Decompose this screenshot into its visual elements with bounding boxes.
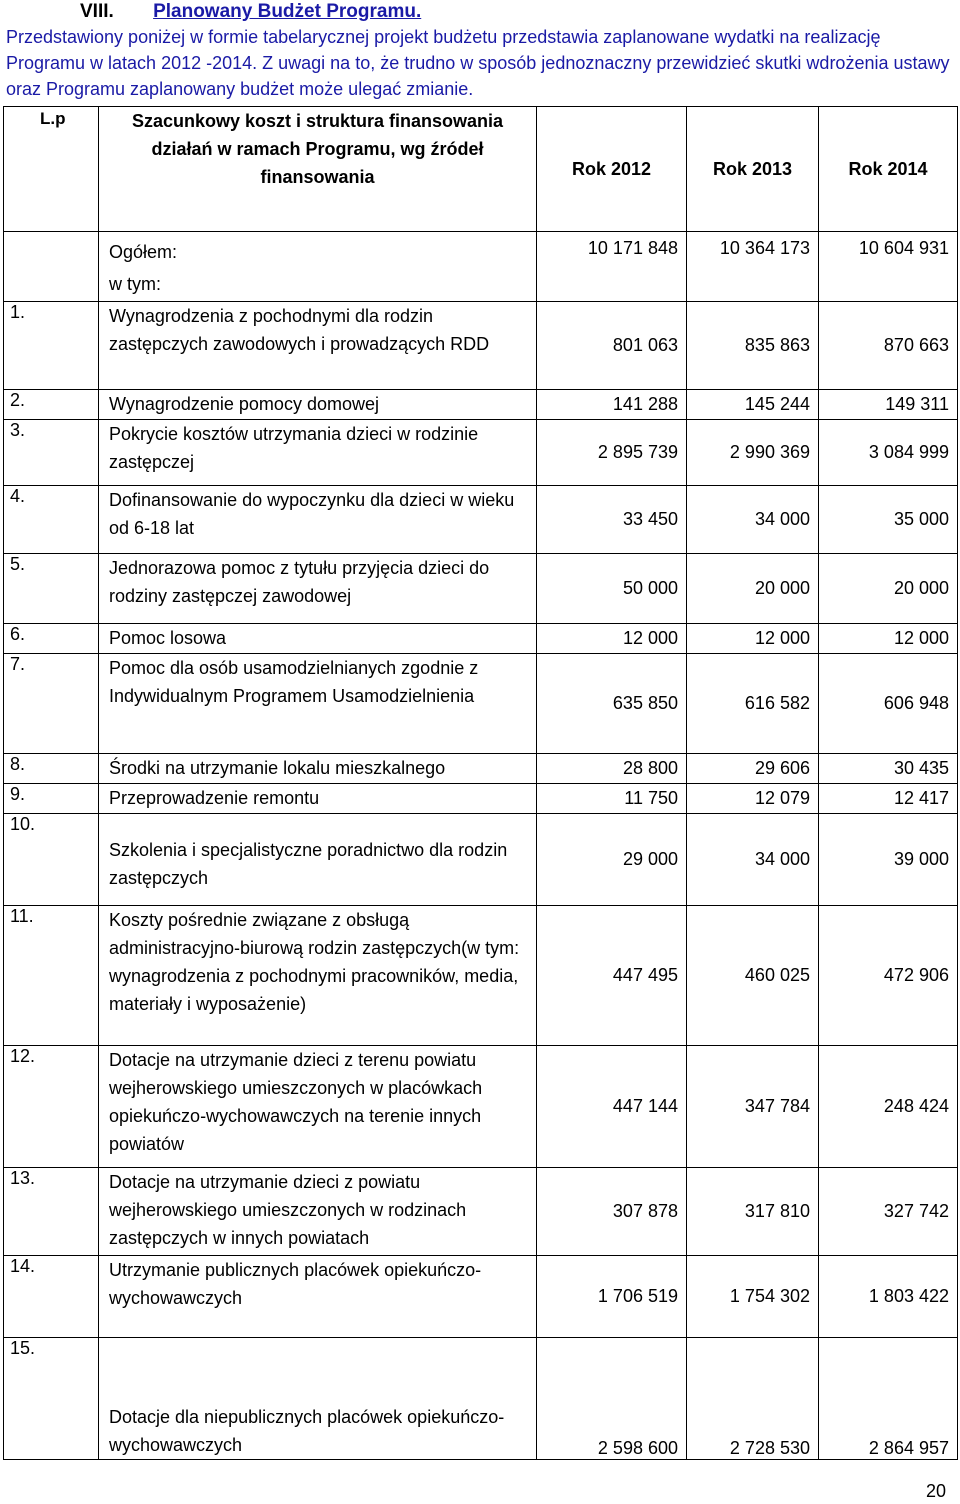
total-y2012: 10 171 848 (537, 232, 687, 302)
row-value-y2012: 2 598 600 (537, 1338, 687, 1460)
row-number: 1. (4, 302, 99, 390)
row-value-y2014: 870 663 (819, 302, 958, 390)
row-value-y2013: 12 079 (687, 784, 819, 814)
row-value-y2012: 635 850 (537, 654, 687, 754)
row-value-y2013: 34 000 (687, 486, 819, 554)
row-number: 8. (4, 754, 99, 784)
row-value-y2013: 835 863 (687, 302, 819, 390)
table-row (4, 906, 958, 1046)
row-value-y2013: 29 606 (687, 754, 819, 784)
table-row (4, 486, 958, 554)
header-lp: L.p (4, 107, 99, 232)
row-value-y2014: 606 948 (819, 654, 958, 754)
row-value-y2012: 141 288 (537, 390, 687, 420)
row-value-y2014: 248 424 (819, 1046, 958, 1168)
row-value-y2012: 307 878 (537, 1168, 687, 1256)
table-row (4, 1168, 958, 1256)
table-row (4, 1046, 958, 1168)
row-number: 7. (4, 654, 99, 754)
row-description: Koszty pośrednie związane z obsługą administracyjno-biurową rodzin zastępczych(w tym: wynagrodzenia z pochodnymi pracowników, media, materiały i wyposażenie) (99, 906, 537, 1046)
section-heading (80, 1, 421, 23)
row-value-y2014: 327 742 (819, 1168, 958, 1256)
row-value-y2013: 12 000 (687, 624, 819, 654)
row-value-y2014: 2 864 957 (819, 1338, 958, 1460)
total-y2013: 10 364 173 (687, 232, 819, 302)
total-y2014: 10 604 931 (819, 232, 958, 302)
table-row (4, 654, 958, 754)
row-value-y2013: 2 728 530 (687, 1338, 819, 1460)
row-value-y2013: 20 000 (687, 554, 819, 624)
row-description: Środki na utrzymanie lokalu mieszkalnego (99, 754, 537, 784)
row-value-y2013: 460 025 (687, 906, 819, 1046)
table-row (4, 554, 958, 624)
table-row (4, 624, 958, 654)
row-value-y2012: 29 000 (537, 814, 687, 906)
row-value-y2014: 12 000 (819, 624, 958, 654)
row-value-y2012: 11 750 (537, 784, 687, 814)
row-description: Szkolenia i specjalistyczne poradnictwo dla rodzin zastępczych (99, 814, 537, 906)
row-description: Dotacje na utrzymanie dzieci z powiatu wejherowskiego umieszczonych w rodzinach zastępczych w innych powiatach (99, 1168, 537, 1256)
total-sub-label: w tym: (109, 274, 161, 294)
row-value-y2012: 12 000 (537, 624, 687, 654)
header-year-2014: Rok 2014 (819, 107, 958, 232)
row-number: 12. (4, 1046, 99, 1168)
row-number: 13. (4, 1168, 99, 1256)
table-row (4, 1338, 958, 1460)
row-description: Pokrycie kosztów utrzymania dzieci w rodzinie zastępczej (99, 420, 537, 486)
section-number: VIII. (80, 1, 114, 22)
row-number (4, 232, 99, 302)
row-description: Wynagrodzenie pomocy domowej (99, 390, 537, 420)
row-value-y2012: 447 144 (537, 1046, 687, 1168)
row-number: 15. (4, 1338, 99, 1460)
row-number: 14. (4, 1256, 99, 1338)
row-description: Dotacje dla niepublicznych placówek opiekuńczo-wychowawczych (99, 1338, 537, 1460)
total-label: Ogółem: (109, 242, 178, 262)
section-title: Planowany Budżet Programu. (153, 1, 422, 22)
table-header-row (4, 107, 958, 232)
row-value-y2013: 347 784 (687, 1046, 819, 1168)
row-number: 5. (4, 554, 99, 624)
table-row (4, 302, 958, 390)
row-description: Pomoc dla osób usamodzielnianych zgodnie z Indywidualnym Programem Usamodzielnienia (99, 654, 537, 754)
row-value-y2012: 50 000 (537, 554, 687, 624)
row-value-y2013: 145 244 (687, 390, 819, 420)
row-value-y2012: 2 895 739 (537, 420, 687, 486)
header-year-2013: Rok 2013 (687, 107, 819, 232)
row-value-y2013: 1 754 302 (687, 1256, 819, 1338)
intro-paragraph: Przedstawiony poniżej w formie tabelarycznej projekt budżetu przedstawia zaplanowane wydatki na realizację Programu w latach 2012 -2014. Z uwagi na to, że trudno w sposób jednoznaczny przewidzieć skutki wdrożenia ustawy oraz Programu zaplanowany budżet może ulegać zmianie. (6, 27, 950, 99)
table-body (4, 232, 958, 1460)
row-value-y2014: 3 084 999 (819, 420, 958, 486)
table-row (4, 420, 958, 486)
row-value-y2013: 2 990 369 (687, 420, 819, 486)
budget-table (3, 106, 958, 1460)
row-description: Dofinansowanie do wypoczynku dla dzieci w wieku od 6-18 lat (99, 486, 537, 554)
row-description: Wynagrodzenia z pochodnymi dla rodzin zastępczych zawodowych i prowadzących RDD (99, 302, 537, 390)
row-value-y2013: 317 810 (687, 1168, 819, 1256)
row-value-y2014: 1 803 422 (819, 1256, 958, 1338)
table-row (4, 784, 958, 814)
row-description: Przeprowadzenie remontu (99, 784, 537, 814)
row-value-y2012: 447 495 (537, 906, 687, 1046)
row-number: 10. (4, 814, 99, 906)
row-number: 9. (4, 784, 99, 814)
table-row (4, 754, 958, 784)
row-value-y2014: 39 000 (819, 814, 958, 906)
row-description: Utrzymanie publicznych placówek opiekuńczo-wychowawczych (99, 1256, 537, 1338)
row-value-y2014: 472 906 (819, 906, 958, 1046)
row-number: 2. (4, 390, 99, 420)
row-value-y2014: 12 417 (819, 784, 958, 814)
header-description: Szacunkowy koszt i struktura finansowania działań w ramach Programu, wg źródeł finansowania (99, 107, 537, 232)
row-description: Jednorazowa pomoc z tytułu przyjęcia dzieci do rodziny zastępczej zawodowej (99, 554, 537, 624)
row-number: 11. (4, 906, 99, 1046)
page-number: 20 (925, 1481, 946, 1501)
table-row (4, 390, 958, 420)
row-description: Pomoc losowa (99, 624, 537, 654)
row-value-y2013: 616 582 (687, 654, 819, 754)
row-value-y2012: 1 706 519 (537, 1256, 687, 1338)
row-value-y2014: 30 435 (819, 754, 958, 784)
total-label-cell (99, 232, 537, 302)
table-row (4, 814, 958, 906)
row-value-y2014: 149 311 (819, 390, 958, 420)
header-year-2012: Rok 2012 (537, 107, 687, 232)
row-value-y2012: 801 063 (537, 302, 687, 390)
row-description: Dotacje na utrzymanie dzieci z terenu powiatu wejherowskiego umieszczonych w placówkach opiekuńczo-wychowawczych na terenie innych powiatów (99, 1046, 537, 1168)
row-number: 4. (4, 486, 99, 554)
row-value-y2013: 34 000 (687, 814, 819, 906)
row-number: 6. (4, 624, 99, 654)
row-number: 3. (4, 420, 99, 486)
row-value-y2012: 28 800 (537, 754, 687, 784)
table-row-total (4, 232, 958, 302)
table-row (4, 1256, 958, 1338)
row-value-y2014: 20 000 (819, 554, 958, 624)
row-value-y2012: 33 450 (537, 486, 687, 554)
row-value-y2014: 35 000 (819, 486, 958, 554)
